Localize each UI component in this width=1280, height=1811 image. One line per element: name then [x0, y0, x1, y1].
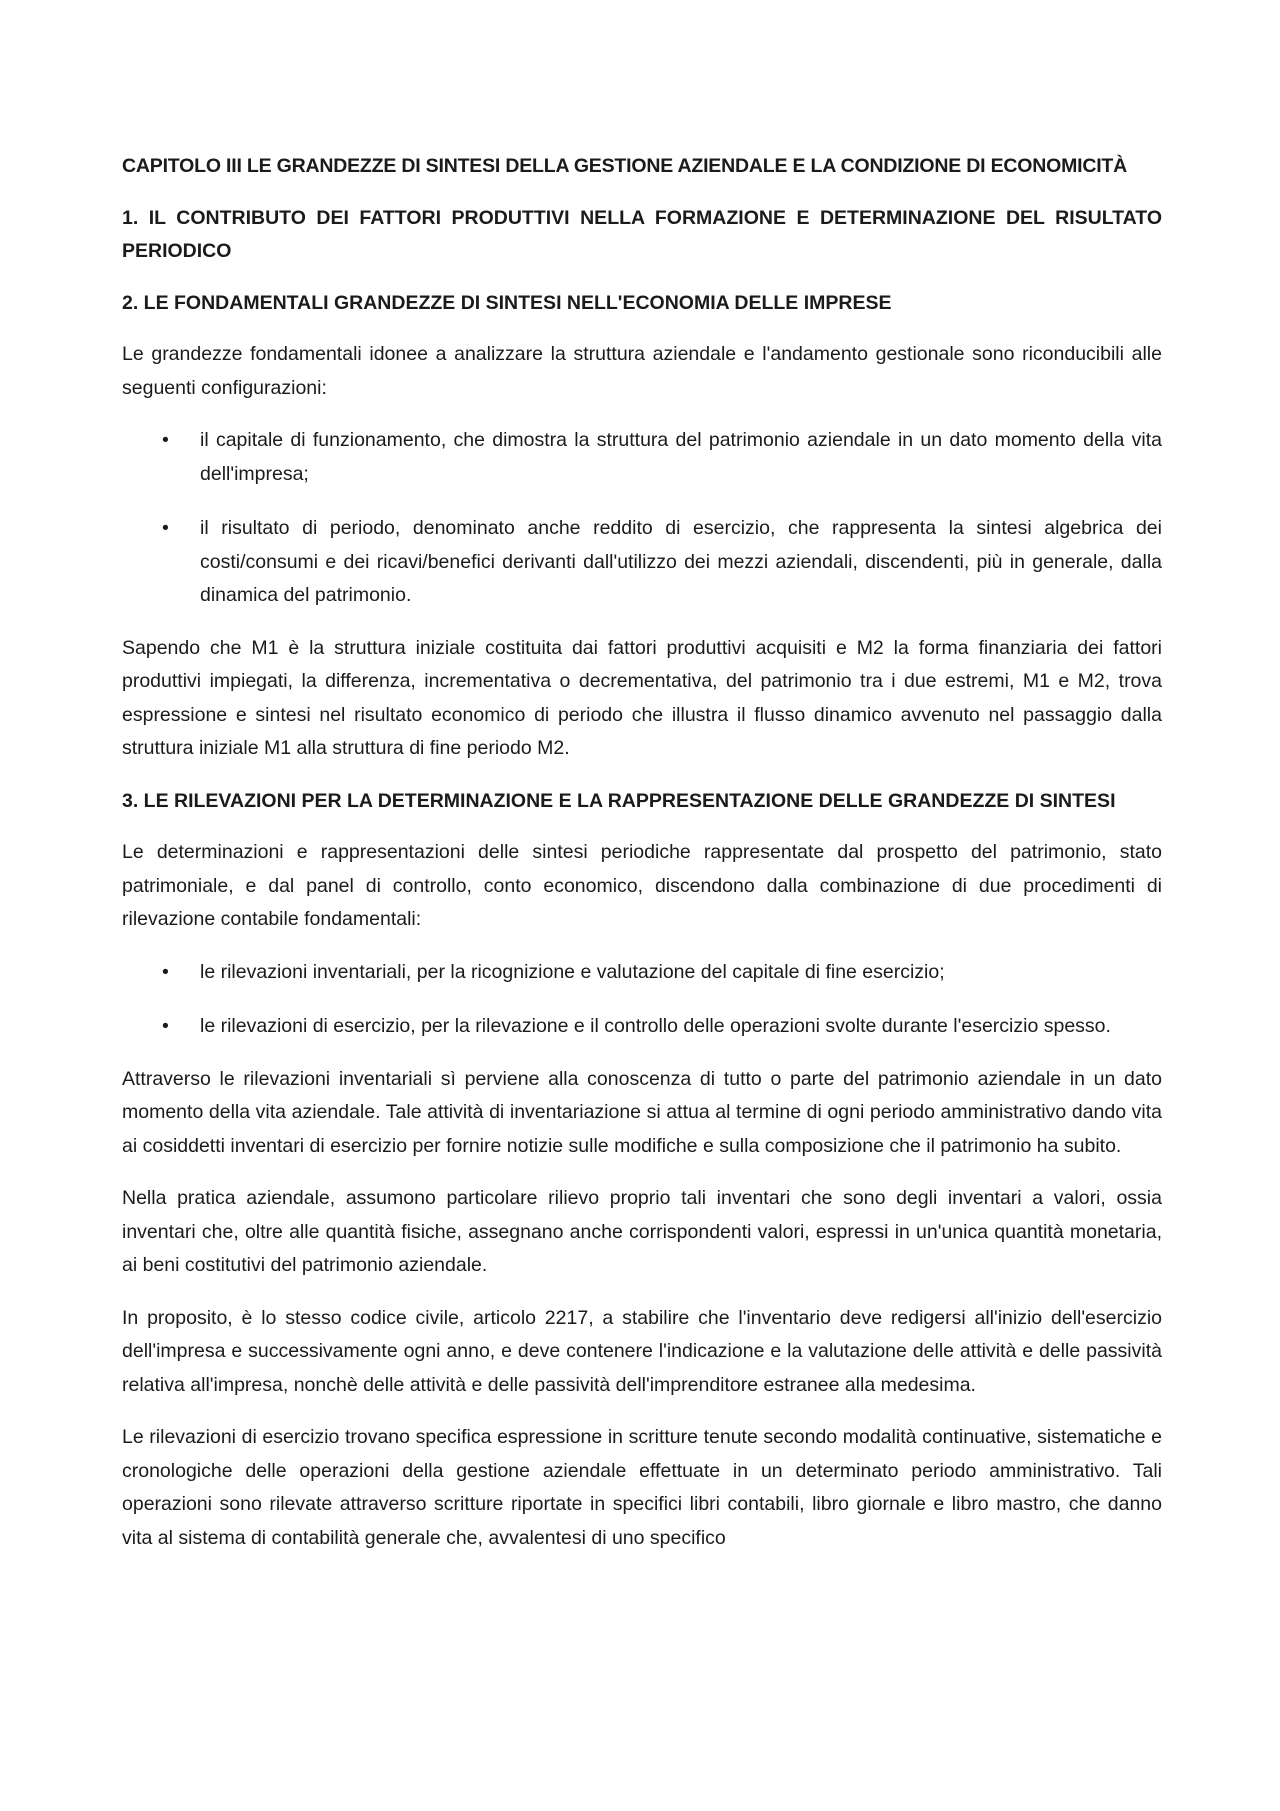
- list-item-text: le rilevazioni di esercizio, per la rilevazione e il controllo delle operazioni svolte durante l'esercizio spesso.: [200, 1015, 1111, 1037]
- section-3-paragraph: Nella pratica aziendale, assumono particolare rilievo proprio tali inventari che sono degli inventari a valori, ossia inventari che, oltre alle quantità fisiche, assegnano anche corrispondenti valori, espressi in un'unica quantità monetaria, ai beni costitutivi del patrimonio aziendale.: [122, 1187, 1162, 1276]
- section-3-bullet-list: [122, 956, 1162, 1044]
- section-2-bullet-list: [122, 424, 1162, 613]
- list-item-text: il capitale di funzionamento, che dimostra la struttura del patrimonio aziendale in un dato momento della vita dell'impresa;: [200, 429, 1162, 485]
- list-item: [122, 1010, 1162, 1044]
- section-3-paragraph: Le rilevazioni di esercizio trovano specifica espressione in scritture tenute secondo modalità continuative, sistematiche e cronologiche delle operazioni della gestione aziendale effettuate in un determinato periodo amministrativo. Tali operazioni sono rilevate attraverso scritture riportate in specifici libri contabili, libro giornale e libro mastro, che danno vita al sistema di contabilità generale che, avvalentesi di uno specifico: [122, 1426, 1162, 1549]
- list-item: [122, 512, 1162, 613]
- bullet-icon: •: [162, 517, 169, 539]
- section-3-paragraph: Attraverso le rilevazioni inventariali sì perviene alla conoscenza di tutto o parte del patrimonio aziendale in un dato momento della vita aziendale. Tale attività di inventariazione si attua al termine di ogni periodo amministrativo dando vita ai cosiddetti inventari di esercizio per fornire notizie sulle modifiche e sulla composizione che il patrimonio ha subito.: [122, 1067, 1162, 1157]
- bullet-icon: •: [162, 1015, 169, 1037]
- section-3-paragraph: In proposito, è lo stesso codice civile, articolo 2217, a stabilire che l'inventario deve redigersi all'inizio dell'esercizio dell'impresa e successivamente ogni anno, e deve contenere l'indicazione e la valutazione delle attività e delle passività relativa all'impresa, nonchè delle attività e delle passività dell'imprenditore estranee alla medesima.: [122, 1306, 1162, 1396]
- bullet-icon: •: [162, 960, 169, 983]
- list-item-text: le rilevazioni inventariali, per la ricognizione e valutazione del capitale di fine esercizio;: [200, 960, 945, 983]
- section-1-title: 1. IL CONTRIBUTO DEI FATTORI PRODUTTIVI NELLA FORMAZIONE E DETERMINAZIONE DEL RISULTATO PERIODICO: [122, 206, 1162, 262]
- section-2-title: 2. LE FONDAMENTALI GRANDEZZE DI SINTESI NELL'ECONOMIA DELLE IMPRESE: [122, 291, 892, 314]
- list-item: [122, 424, 1162, 491]
- list-item: [122, 956, 1162, 990]
- section-3-intro: Le determinazioni e rappresentazioni delle sintesi periodiche rappresentate dal prospetto del patrimonio, stato patrimoniale, e dal panel di controllo, conto economico, discendono dalla combinazione di due procedimenti di rilevazione contabile fondamentali:: [122, 841, 1162, 930]
- section-2-intro: Le grandezze fondamentali idonee a analizzare la struttura aziendale e l'andamento gestionale sono riconducibili alle seguenti configurazioni:: [122, 343, 1162, 399]
- list-item-text: il risultato di periodo, denominato anche reddito di esercizio, che rappresenta la sintesi algebrica dei costi/consumi e dei ricavi/benefici derivanti dall'utilizzo dei mezzi aziendali, discendenti, più in generale, dalla dinamica del patrimonio.: [200, 517, 1162, 606]
- section-2-paragraph: Sapendo che M1 è la struttura iniziale costituita dai fattori produttivi acquisiti e M2 la forma finanziaria dei fattori produttivi impiegati, la differenza, incrementativa o decrementativa, del patrimonio tra i due estremi, M1 e M2, trova espressione e sintesi nel risultato economico di periodo che illustra il flusso dinamico avvenuto nel passaggio dalla struttura iniziale M1 alla struttura di fine periodo M2.: [122, 636, 1162, 759]
- document-page: [122, 150, 1162, 1555]
- bullet-icon: •: [162, 429, 169, 451]
- section-3-title: 3. LE RILEVAZIONI PER LA DETERMINAZIONE E LA RAPPRESENTAZIONE DELLE GRANDEZZE DI SINTESI: [122, 789, 1116, 812]
- chapter-title: CAPITOLO III LE GRANDEZZE DI SINTESI DELLA GESTIONE AZIENDALE E LA CONDIZIONE DI ECONOMICITÀ: [122, 155, 1128, 177]
